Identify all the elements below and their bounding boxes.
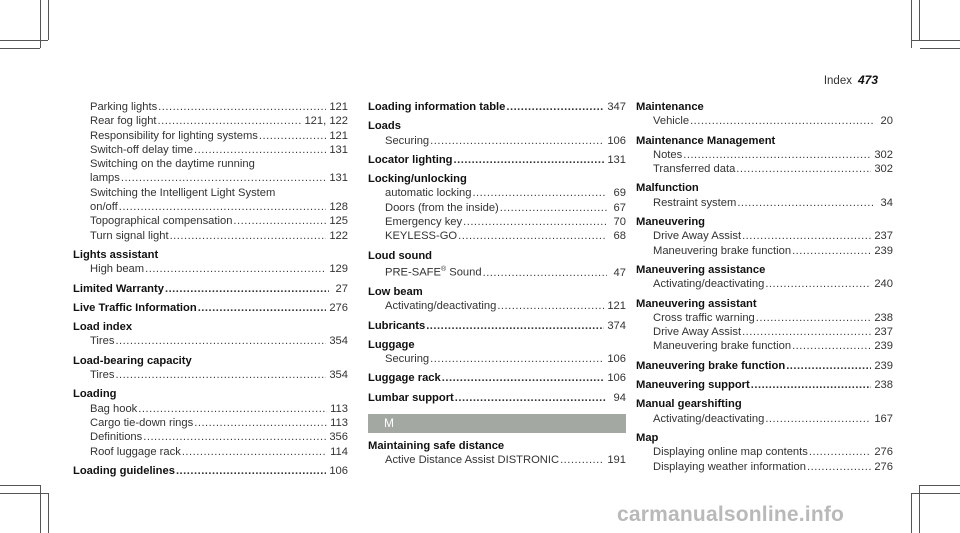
index-entry: Cargo tie-down rings ..... 113 [73,416,348,430]
page-ref[interactable]: 27 [335,282,348,295]
index-entry: on/off ..... 128 [73,200,348,214]
index-entry: Drive Away Assist ..... 237 [636,325,893,339]
page-ref[interactable]: 276 [329,301,348,314]
page-ref[interactable]: 106 [607,134,626,147]
section-title: Index [823,75,852,87]
page-ref[interactable]: 238 [874,379,893,392]
index-entry: Activating/deactivating ..... 240 [636,277,893,291]
index-entry: Vehicle ..... 20 [636,114,893,128]
index-entry: Notes ..... 302 [636,148,893,162]
index-entry: Activating/deactivating ..... 121 [368,299,626,313]
page-ref[interactable]: 125 [329,215,348,228]
page-ref[interactable]: 131 [329,172,348,185]
index-heading: Maintenance Management [636,134,776,147]
index-heading: Low beam [368,286,423,298]
index-heading: Load-bearing capacity [73,354,192,367]
page-ref[interactable]: 121, 122 [304,115,348,128]
page-ref[interactable]: 121 [607,300,626,313]
page-ref[interactable]: 191 [607,454,626,467]
page-ref[interactable]: 240 [874,278,893,291]
index-entry: Roof luggage rack ..... 114 [73,445,348,459]
index-heading: Maneuvering support ..... 238 [636,378,893,392]
index-heading: Maintenance [636,101,704,113]
index-entry: Tires ..... 354 [73,368,348,382]
index-entry: Switch-off delay time ..... 131 [73,143,348,157]
index-heading: Limited Warranty ..... 27 [73,282,348,296]
index-heading: Map [636,431,659,444]
index-heading: Loads [368,120,401,133]
page-ref[interactable]: 20 [880,115,893,128]
index-entry: Activating/deactivating ..... 167 [636,412,893,426]
page-ref[interactable]: 131 [607,153,626,166]
page-ref[interactable]: 121 [329,101,348,113]
index-entry: Rear fog light ..... 121, 122 [73,114,348,128]
page-ref[interactable]: 374 [607,319,626,332]
index-entry: Drive Away Assist ..... 237 [636,229,893,243]
index-heading: Lubricants ..... 374 [368,319,626,333]
index-entry: Restraint system ..... 34 [636,196,893,210]
page-ref[interactable]: 121 [329,129,348,142]
page-ref[interactable]: 94 [613,391,626,404]
page-ref[interactable]: 302 [874,163,893,176]
page-ref[interactable]: 106 [607,353,626,366]
watermark: carmanualsonline.info [617,503,845,526]
page-ref[interactable]: 276 [874,460,893,473]
index-entry: Displaying weather information ..... 276 [636,460,893,474]
page-ref[interactable]: 239 [874,244,893,257]
index-heading: Luggage [368,338,415,351]
index-entry: Cross traffic warning ..... 238 [636,311,893,325]
page-ref[interactable]: 239 [874,359,893,372]
page-ref[interactable]: 114 [330,445,348,458]
page-ref[interactable]: 122 [329,229,348,242]
page-ref[interactable]: 167 [874,412,893,425]
index-heading: Manual gearshifting [636,398,742,411]
index-entry: automatic locking ..... 69 [368,186,626,200]
index-column-1 [73,100,348,478]
index-heading: Loading information table ..... 347 [368,100,626,114]
index-heading: Locator lighting ..... 131 [368,153,626,167]
page-ref[interactable]: 129 [329,263,348,276]
index-entry: Transferred data ..... 302 [636,162,893,176]
page-ref[interactable]: 70 [613,216,626,229]
index-heading: Lights assistant [73,248,159,261]
index-heading: Luggage rack ..... 106 [368,371,626,385]
page-ref[interactable]: 239 [874,340,893,353]
index-entry: Turn signal light ..... 122 [73,229,348,243]
index-column-3 [636,100,893,474]
page-ref[interactable]: 68 [613,230,626,243]
index-heading: Loading [73,388,117,401]
page-ref[interactable]: 302 [874,148,893,161]
page-ref[interactable]: 69 [613,187,626,200]
index-entry: KEYLESS-GO ..... 68 [368,229,626,243]
index-entry: Topographical compensation ..... 125 [73,214,348,228]
index-entry: High beam ..... 129 [73,262,348,276]
page-ref[interactable]: 354 [329,335,348,348]
index-entry: Responsibility for lighting systems ..... 121 [73,129,348,143]
page-ref[interactable]: 276 [874,446,893,459]
page-ref[interactable]: 106 [607,372,626,385]
page-ref[interactable]: 131 [329,143,348,156]
index-column-2 [368,100,626,468]
index-heading: Load index [73,321,133,334]
index-entry: Definitions ..... 356 [73,430,348,444]
page-ref[interactable]: 356 [329,431,348,444]
page-ref[interactable]: 113 [330,416,348,429]
page-ref[interactable]: 47 [613,266,626,279]
page-ref[interactable]: 67 [613,201,626,214]
index-heading: Loud sound [368,249,433,262]
page-ref[interactable]: 237 [874,326,893,339]
index-entry: Emergency key ..... 70 [368,215,626,229]
index-heading: Lumbar support ..... 94 [368,391,626,405]
page-header [824,73,878,87]
index-heading: Maneuvering assistance [636,263,766,276]
index-entry-line: Switching on the daytime running [90,158,255,171]
index-entry-line: Switching the Intelligent Light System [90,186,276,199]
index-entry: Securing ..... 106 [368,134,626,148]
page-ref[interactable]: 128 [329,201,348,214]
index-entry: Tires ..... 354 [73,334,348,348]
index-entry: Parking lights ..... 121 [73,100,348,114]
index-heading: Loading guidelines ..... 106 [73,464,348,478]
page-ref[interactable]: 237 [874,230,893,243]
index-entry: Doors (from the inside) ..... 67 [368,201,626,215]
index-heading: Maneuvering brake function ..... 239 [636,359,893,373]
page-ref[interactable]: 34 [880,196,893,209]
index-heading: Locking/unlocking [368,173,467,186]
index-entry: Active Distance Assist DISTRONIC ..... 191 [368,453,626,467]
index-entry: Maneuvering brake function ..... 239 [636,339,893,353]
index-heading: Maintaining safe distance [368,440,505,453]
page-ref[interactable]: 238 [874,311,893,324]
page-ref[interactable]: 347 [607,101,626,113]
letter-section-bar: M [368,414,626,433]
page-number: 473 [857,73,878,87]
index-entry: PRE-SAFE® Sound ..... 47 [368,263,626,280]
index-entry: Displaying online map contents ..... 276 [636,445,893,459]
page-ref[interactable]: 106 [329,464,348,477]
index-entry: Bag hook ..... 113 [73,402,348,416]
index-heading: Maneuvering assistant [636,297,757,310]
index-entry: Securing ..... 106 [368,352,626,366]
index-heading: Maneuvering [636,216,706,229]
index-entry: Maneuvering brake function ..... 239 [636,244,893,258]
index-heading: Malfunction [636,182,699,195]
page-ref[interactable]: 113 [330,402,348,415]
index-heading: Live Traffic Information ..... 276 [73,301,348,315]
page-ref[interactable]: 354 [329,369,348,382]
index-entry: lamps ..... 131 [73,171,348,185]
